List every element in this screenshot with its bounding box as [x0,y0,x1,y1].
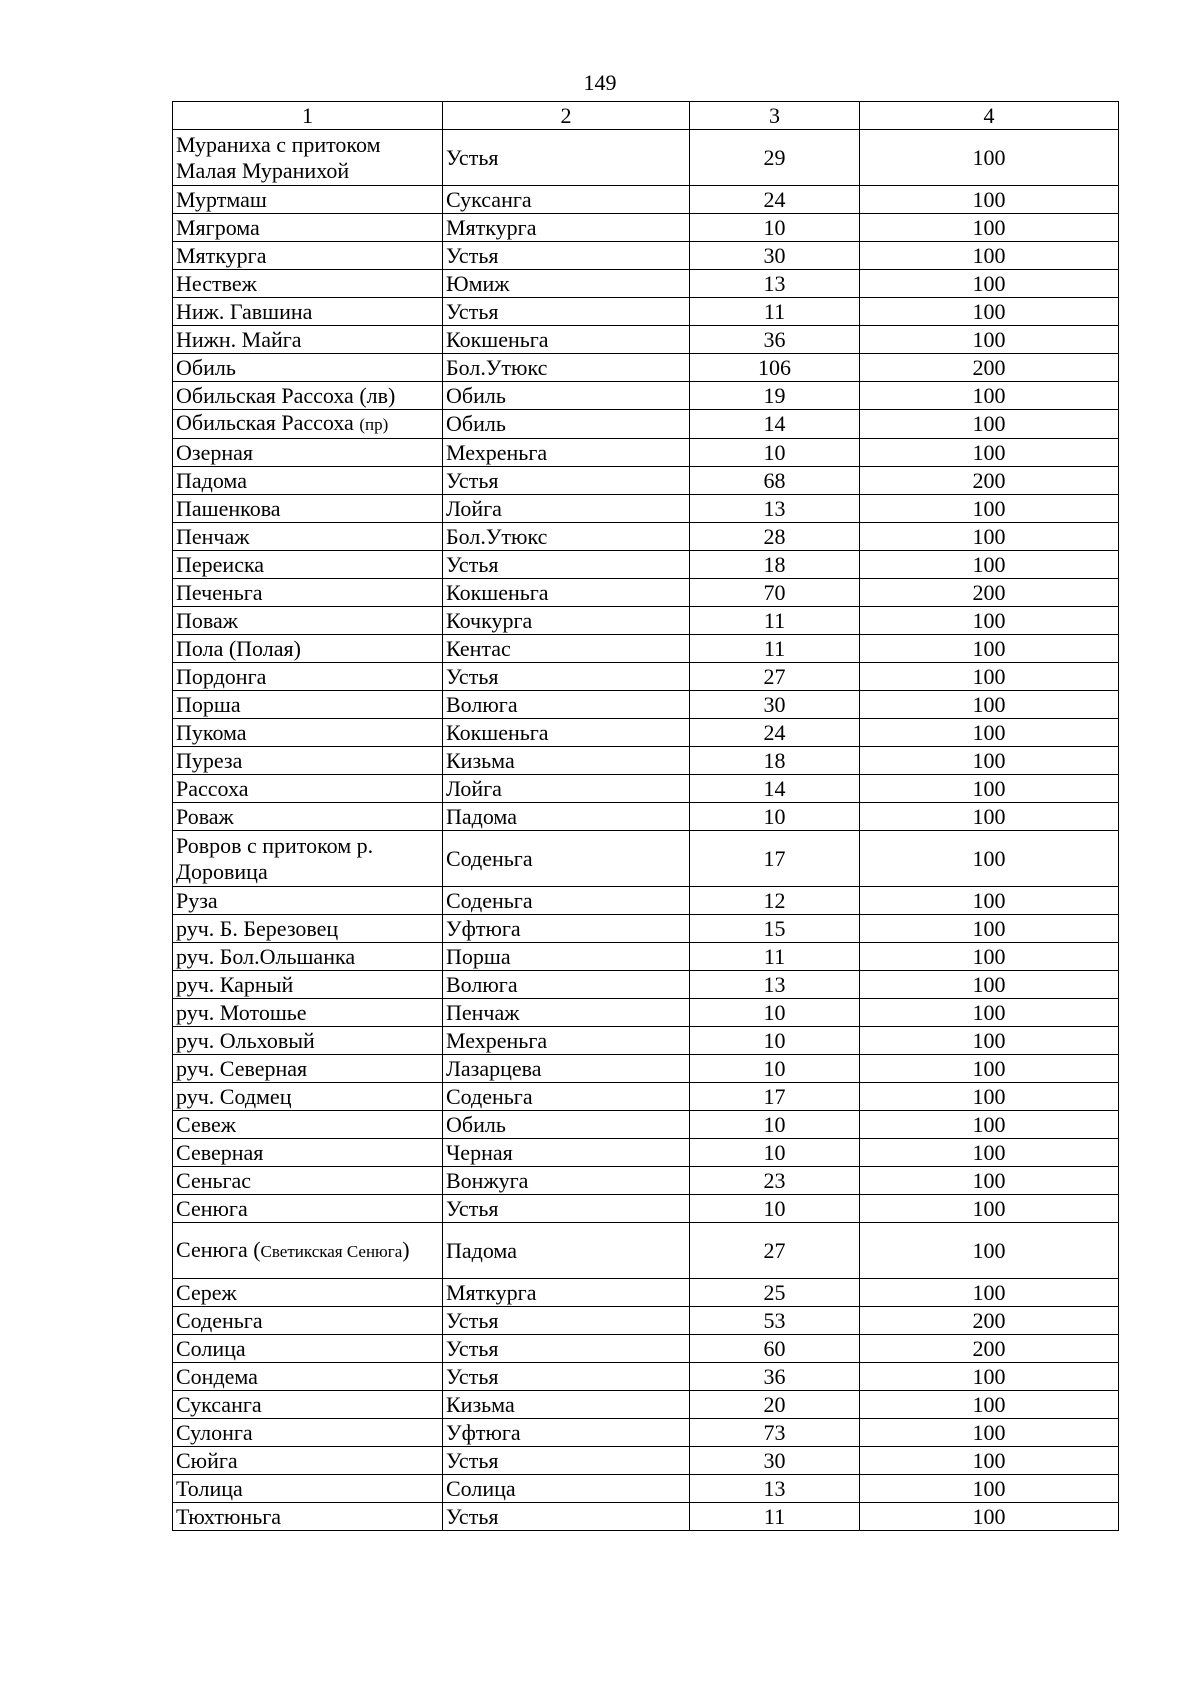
river-name: Сенюга ( [176,1236,261,1262]
length-cell: 68 [690,467,860,495]
table-row [173,775,1119,803]
river-name: Нижн. Майга [176,326,302,352]
length-cell: 13 [690,270,860,298]
river-name-cell [173,410,443,439]
length-cell: 14 [690,775,860,803]
length-cell: 17 [690,1083,860,1111]
river-mouth-cell: Устья [443,1503,690,1531]
river-mouth-cell: Обиль [443,410,690,439]
river-name-cell [173,1391,443,1419]
table-row [173,495,1119,523]
river-mouth-cell: Юмиж [443,270,690,298]
river-name: Поваж [176,607,238,633]
zone-cell: 100 [860,130,1119,186]
river-name-cell [173,1139,443,1167]
column-2-header: 2 [443,102,690,130]
river-name: Толица [176,1475,243,1501]
zone-cell: 100 [860,803,1119,831]
table-row [173,1027,1119,1055]
river-name-cell [173,803,443,831]
zone-cell: 100 [860,971,1119,999]
river-mouth-cell: Устья [443,1363,690,1391]
length-cell: 10 [690,803,860,831]
river-name-cell [173,326,443,354]
length-cell: 10 [690,1195,860,1223]
zone-cell: 100 [860,1055,1119,1083]
zone-cell: 100 [860,495,1119,523]
river-name-cell [173,495,443,523]
table-row [173,1223,1119,1279]
river-name: Севеж [176,1111,236,1137]
table-row [173,270,1119,298]
river-name: Суксанга [176,1391,262,1417]
river-mouth-cell: Обиль [443,382,690,410]
length-cell: 10 [690,214,860,242]
length-cell: 13 [690,495,860,523]
river-name-cell [173,1447,443,1475]
table-row [173,354,1119,382]
river-name-cell [173,382,443,410]
length-cell: 15 [690,915,860,943]
zone-cell: 100 [860,1391,1119,1419]
table-row [173,382,1119,410]
river-name-cell [173,775,443,803]
table-row [173,1475,1119,1503]
river-name: Сереж [176,1279,237,1305]
river-name: Сеньгас [176,1167,252,1193]
page-number: 149 [583,70,617,95]
river-name-note: (пр) [359,415,389,434]
table-row [173,999,1119,1027]
length-cell: 30 [690,1447,860,1475]
river-mouth-cell: Лазарцева [443,1055,690,1083]
river-name-cell [173,747,443,775]
river-mouth-cell: Соденьга [443,831,690,887]
river-mouth-cell: Кентас [443,635,690,663]
zone-cell: 100 [860,1139,1119,1167]
length-cell: 10 [690,999,860,1027]
length-cell: 20 [690,1391,860,1419]
river-name: Падома [176,467,247,493]
column-4-header: 4 [860,102,1119,130]
table-row [173,579,1119,607]
column-1-header: 1 [173,102,443,130]
zone-cell: 100 [860,635,1119,663]
table-row [173,439,1119,467]
river-mouth-cell: Устья [443,1335,690,1363]
length-cell: 10 [690,1139,860,1167]
river-name-note: Светикская Сенюга [260,1241,403,1261]
zone-cell: 100 [860,1475,1119,1503]
table-row [173,242,1119,270]
river-name: руч. Б. Березовец [176,915,339,941]
zone-cell: 100 [860,410,1119,439]
river-mouth-cell: Кокшеньга [443,719,690,747]
length-cell: 60 [690,1335,860,1363]
river-name: Обиль [176,354,236,380]
river-name-cell [173,1055,443,1083]
river-mouth-cell: Соденьга [443,1083,690,1111]
zone-cell: 100 [860,1111,1119,1139]
zone-cell: 200 [860,467,1119,495]
river-name: Мяткурга [176,242,267,268]
river-name-cell [173,1475,443,1503]
zone-cell: 100 [860,747,1119,775]
river-name: Руза [176,887,218,913]
zone-cell: 100 [860,915,1119,943]
zone-cell: 100 [860,326,1119,354]
length-cell: 17 [690,831,860,887]
river-mouth-cell: Порша [443,943,690,971]
length-cell: 11 [690,298,860,326]
river-name-cell [173,1419,443,1447]
table-row [173,1139,1119,1167]
table-row [173,410,1119,439]
table-row [173,663,1119,691]
zone-cell: 100 [860,270,1119,298]
table-row [173,887,1119,915]
zone-cell: 100 [860,1195,1119,1223]
river-name-cell [173,1335,443,1363]
river-name: Нествеж [176,270,257,296]
table-row [173,186,1119,214]
table-row [173,635,1119,663]
river-mouth-cell: Бол.Утюкс [443,523,690,551]
river-mouth-cell: Волюга [443,971,690,999]
length-cell: 30 [690,242,860,270]
zone-cell: 100 [860,1167,1119,1195]
river-mouth-cell: Мяткурга [443,1279,690,1307]
length-cell: 27 [690,1223,860,1279]
river-name-cell [173,298,443,326]
river-name-cell [173,467,443,495]
zone-cell: 100 [860,523,1119,551]
length-cell: 36 [690,1363,860,1391]
length-cell: 11 [690,607,860,635]
river-mouth-cell: Обиль [443,1111,690,1139]
table-row [173,747,1119,775]
river-name: Соденьга [176,1307,263,1333]
river-mouth-cell: Кокшеньга [443,326,690,354]
rivers-table [172,101,1119,1531]
river-name: Пордонга [176,663,267,689]
length-cell: 10 [690,1111,860,1139]
river-mouth-cell: Устья [443,1195,690,1223]
zone-cell: 100 [860,999,1119,1027]
river-name: Ниж. Гавшина [176,298,313,324]
river-mouth-cell: Устья [443,467,690,495]
river-name: руч. Карный [176,971,294,997]
length-cell: 24 [690,719,860,747]
zone-cell: 100 [860,775,1119,803]
zone-cell: 100 [860,1027,1119,1055]
river-name-tail: ) [402,1236,410,1262]
river-mouth-cell: Устья [443,551,690,579]
river-mouth-cell: Устья [443,1447,690,1475]
table-row [173,467,1119,495]
table-row [173,971,1119,999]
zone-cell: 100 [860,1363,1119,1391]
river-name-cell [173,1223,443,1279]
river-name: Мураниха с притоком Малая Муранихой [176,131,381,183]
table-row [173,1055,1119,1083]
river-name: Муртмаш [176,186,267,212]
river-name-cell [173,663,443,691]
river-mouth-cell: Лойга [443,775,690,803]
river-name: руч. Содмец [176,1083,292,1109]
zone-cell: 200 [860,354,1119,382]
river-mouth-cell: Устья [443,130,690,186]
length-cell: 28 [690,523,860,551]
table-row [173,1447,1119,1475]
zone-cell: 200 [860,1335,1119,1363]
river-name-cell [173,523,443,551]
table-row [173,1419,1119,1447]
river-mouth-cell: Уфтюга [443,1419,690,1447]
zone-cell: 100 [860,663,1119,691]
river-name-cell [173,1195,443,1223]
river-name-cell [173,1279,443,1307]
length-cell: 11 [690,943,860,971]
river-name-cell [173,579,443,607]
river-name-cell [173,270,443,298]
river-name: Порша [176,691,241,717]
river-name-cell [173,186,443,214]
river-name: Сюйга [176,1447,238,1473]
river-mouth-cell: Падома [443,803,690,831]
table-row [173,1111,1119,1139]
river-mouth-cell: Соденьга [443,887,690,915]
river-name-cell [173,719,443,747]
length-cell: 18 [690,551,860,579]
river-name-cell [173,354,443,382]
river-mouth-cell: Устья [443,1307,690,1335]
river-name: руч. Ольховый [176,1027,315,1053]
river-name-cell [173,691,443,719]
zone-cell: 100 [860,831,1119,887]
zone-cell: 100 [860,691,1119,719]
table-row [173,1195,1119,1223]
table-row [173,298,1119,326]
zone-cell: 100 [860,242,1119,270]
column-3-header: 3 [690,102,860,130]
table-row [173,130,1119,186]
table-row [173,551,1119,579]
river-mouth-cell: Мехреньга [443,1027,690,1055]
river-name-cell [173,439,443,467]
zone-cell: 100 [860,1083,1119,1111]
zone-cell: 100 [860,1279,1119,1307]
river-name: Пенчаж [176,523,250,549]
river-name-cell [173,242,443,270]
length-cell: 36 [690,326,860,354]
length-cell: 27 [690,663,860,691]
zone-cell: 100 [860,551,1119,579]
length-cell: 12 [690,887,860,915]
length-cell: 19 [690,382,860,410]
length-cell: 30 [690,691,860,719]
river-mouth-cell: Кизьма [443,1391,690,1419]
length-cell: 11 [690,635,860,663]
length-cell: 53 [690,1307,860,1335]
table-row [173,831,1119,887]
length-cell: 10 [690,439,860,467]
zone-cell: 100 [860,298,1119,326]
river-name: Мягрома [176,214,260,240]
river-name: Обильская Рассоха (лв) [176,382,396,408]
river-mouth-cell: Мяткурга [443,214,690,242]
length-cell: 13 [690,971,860,999]
zone-cell: 200 [860,1307,1119,1335]
river-name-cell [173,551,443,579]
river-mouth-cell: Лойга [443,495,690,523]
river-name: Сенюга [176,1195,248,1221]
river-mouth-cell: Уфтюга [443,915,690,943]
river-mouth-cell: Волюга [443,691,690,719]
river-name-cell [173,971,443,999]
river-name-cell [173,635,443,663]
river-mouth-cell: Устья [443,242,690,270]
length-cell: 10 [690,1055,860,1083]
table-row [173,1335,1119,1363]
length-cell: 23 [690,1167,860,1195]
river-name-cell [173,915,443,943]
table-row [173,1503,1119,1531]
river-mouth-cell: Вонжуга [443,1167,690,1195]
river-name: Солица [176,1335,246,1361]
length-cell: 18 [690,747,860,775]
river-name: Пуреза [176,747,243,773]
river-name: Северная [176,1139,264,1165]
zone-cell: 100 [860,607,1119,635]
river-name-cell [173,130,443,186]
table-row [173,719,1119,747]
river-mouth-cell: Мехреньга [443,439,690,467]
river-name-cell [173,214,443,242]
river-name-cell [173,607,443,635]
river-name: Пашенкова [176,495,281,521]
zone-cell: 100 [860,1419,1119,1447]
river-name: Рассоха [176,775,249,801]
river-mouth-cell: Падома [443,1223,690,1279]
zone-cell: 100 [860,186,1119,214]
length-cell: 70 [690,579,860,607]
length-cell: 73 [690,1419,860,1447]
zone-cell: 100 [860,1223,1119,1279]
river-name-cell [173,1307,443,1335]
river-mouth-cell: Кочкурга [443,607,690,635]
zone-cell: 100 [860,719,1119,747]
table-row [173,523,1119,551]
table-body [173,130,1119,1531]
river-name: Сондема [176,1363,258,1389]
river-name-cell [173,1027,443,1055]
table-row [173,214,1119,242]
river-name: Сулонга [176,1419,253,1445]
river-name: Пола (Полая) [176,635,301,661]
river-name: Ровров с притоком р. Доровица [176,832,374,884]
table-row [173,607,1119,635]
river-name: руч. Северная [176,1055,308,1081]
zone-cell: 100 [860,887,1119,915]
river-name-cell [173,1167,443,1195]
river-mouth-cell: Бол.Утюкс [443,354,690,382]
river-name-cell [173,1503,443,1531]
header-row [173,102,1119,130]
zone-cell: 100 [860,1503,1119,1531]
length-cell: 24 [690,186,860,214]
river-name: Пукома [176,719,247,745]
zone-cell: 100 [860,214,1119,242]
river-name: Тюхтюньга [176,1503,282,1529]
table-row [173,1307,1119,1335]
river-name-cell [173,831,443,887]
river-name: Обильская Рассоха [176,410,360,435]
river-name: руч. Бол.Ольшанка [176,943,356,969]
table-row [173,1363,1119,1391]
river-name-cell [173,943,443,971]
river-mouth-cell: Кокшеньга [443,579,690,607]
zone-cell: 100 [860,943,1119,971]
river-mouth-cell: Черная [443,1139,690,1167]
river-name-cell [173,887,443,915]
river-name-cell [173,1363,443,1391]
length-cell: 10 [690,1027,860,1055]
river-mouth-cell: Устья [443,298,690,326]
table-row [173,915,1119,943]
river-name-cell [173,1111,443,1139]
river-mouth-cell: Солица [443,1475,690,1503]
length-cell: 13 [690,1475,860,1503]
table-row [173,1391,1119,1419]
table-row [173,1279,1119,1307]
table-row [173,691,1119,719]
table-row [173,943,1119,971]
table-header [173,102,1119,130]
zone-cell: 200 [860,579,1119,607]
zone-cell: 100 [860,382,1119,410]
river-mouth-cell: Суксанга [443,186,690,214]
table-row [173,1083,1119,1111]
table-row [173,803,1119,831]
river-name: Роваж [176,803,234,829]
length-cell: 106 [690,354,860,382]
table-row [173,326,1119,354]
river-name-cell [173,999,443,1027]
river-name-cell [173,1083,443,1111]
river-name: Печеньга [176,579,263,605]
river-mouth-cell: Кизьма [443,747,690,775]
table-row [173,1167,1119,1195]
river-name: Переиска [176,551,265,577]
river-name: Озерная [176,439,253,465]
river-name: руч. Мотошье [176,999,307,1025]
length-cell: 25 [690,1279,860,1307]
river-mouth-cell: Устья [443,663,690,691]
length-cell: 11 [690,1503,860,1531]
length-cell: 29 [690,130,860,186]
length-cell: 14 [690,410,860,439]
zone-cell: 100 [860,439,1119,467]
river-mouth-cell: Пенчаж [443,999,690,1027]
zone-cell: 100 [860,1447,1119,1475]
